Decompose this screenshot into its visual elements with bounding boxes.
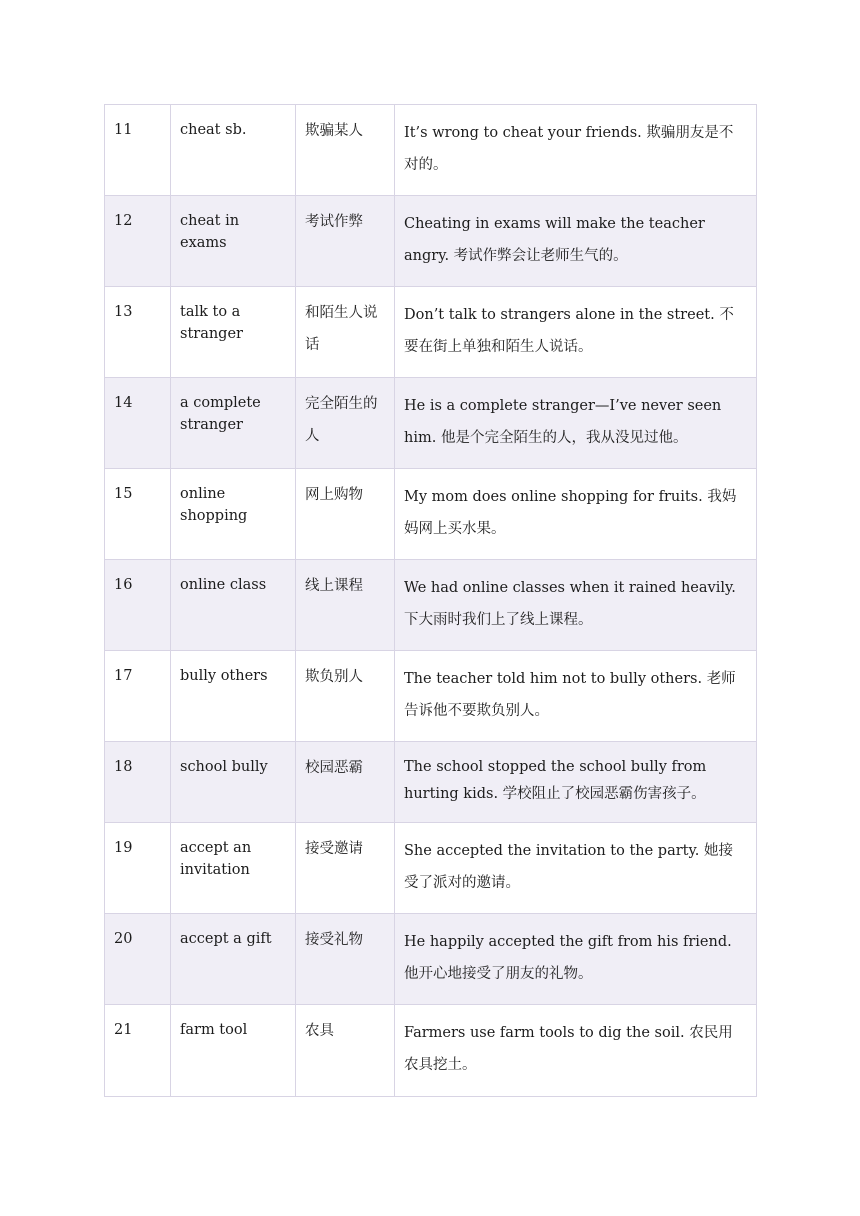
- chinese-meaning: 线上课程: [296, 560, 395, 651]
- row-number: 18: [105, 742, 171, 823]
- table-row: [105, 287, 757, 378]
- vocabulary-table: [104, 104, 757, 1097]
- example-sentence: He happily accepted the gift from his friend. 他开心地接受了朋友的礼物。: [395, 914, 757, 1005]
- english-phrase: accept a gift: [171, 914, 296, 1005]
- example-sentence: My mom does online shopping for fruits. 我妈妈网上买水果。: [395, 469, 757, 560]
- english-phrase: cheat in exams: [171, 196, 296, 287]
- table-row: [105, 742, 757, 823]
- table-row: [105, 378, 757, 469]
- example-sentence: The teacher told him not to bully others. 老师告诉他不要欺负别人。: [395, 651, 757, 742]
- table-row: [105, 560, 757, 651]
- english-phrase: farm tool: [171, 1005, 296, 1097]
- row-number: 16: [105, 560, 171, 651]
- english-phrase: cheat sb.: [171, 105, 296, 196]
- table-row: [105, 823, 757, 914]
- table-row: [105, 105, 757, 196]
- row-number: 11: [105, 105, 171, 196]
- chinese-meaning: 接受邀请: [296, 823, 395, 914]
- row-number: 14: [105, 378, 171, 469]
- english-phrase: online shopping: [171, 469, 296, 560]
- row-number: 21: [105, 1005, 171, 1097]
- english-phrase: accept an invitation: [171, 823, 296, 914]
- row-number: 13: [105, 287, 171, 378]
- english-phrase: a complete stranger: [171, 378, 296, 469]
- example-sentence: Farmers use farm tools to dig the soil. 农民用农具挖土。: [395, 1005, 757, 1097]
- table-row: [105, 914, 757, 1005]
- chinese-meaning: 完全陌生的人: [296, 378, 395, 469]
- table-row: [105, 1005, 757, 1097]
- example-sentence: The school stopped the school bully from hurting kids. 学校阻止了校园恶霸伤害孩子。: [395, 742, 757, 823]
- table-row: [105, 651, 757, 742]
- example-sentence: Cheating in exams will make the teacher angry. 考试作弊会让老师生气的。: [395, 196, 757, 287]
- example-sentence: He is a complete stranger—I’ve never seen him. 他是个完全陌生的人，我从没见过他。: [395, 378, 757, 469]
- example-sentence: We had online classes when it rained heavily. 下大雨时我们上了线上课程。: [395, 560, 757, 651]
- english-phrase: online class: [171, 560, 296, 651]
- row-number: 15: [105, 469, 171, 560]
- chinese-meaning: 校园恶霸: [296, 742, 395, 823]
- english-phrase: bully others: [171, 651, 296, 742]
- table-row: [105, 196, 757, 287]
- english-phrase: school bully: [171, 742, 296, 823]
- chinese-meaning: 考试作弊: [296, 196, 395, 287]
- english-phrase: talk to a stranger: [171, 287, 296, 378]
- chinese-meaning: 网上购物: [296, 469, 395, 560]
- chinese-meaning: 欺负别人: [296, 651, 395, 742]
- chinese-meaning: 接受礼物: [296, 914, 395, 1005]
- chinese-meaning: 欺骗某人: [296, 105, 395, 196]
- chinese-meaning: 农具: [296, 1005, 395, 1097]
- row-number: 12: [105, 196, 171, 287]
- chinese-meaning: 和陌生人说话: [296, 287, 395, 378]
- example-sentence: She accepted the invitation to the party. 她接受了派对的邀请。: [395, 823, 757, 914]
- row-number: 19: [105, 823, 171, 914]
- row-number: 17: [105, 651, 171, 742]
- example-sentence: Don’t talk to strangers alone in the street. 不要在街上单独和陌生人说话。: [395, 287, 757, 378]
- row-number: 20: [105, 914, 171, 1005]
- table-row: [105, 469, 757, 560]
- example-sentence: It’s wrong to cheat your friends. 欺骗朋友是不对的。: [395, 105, 757, 196]
